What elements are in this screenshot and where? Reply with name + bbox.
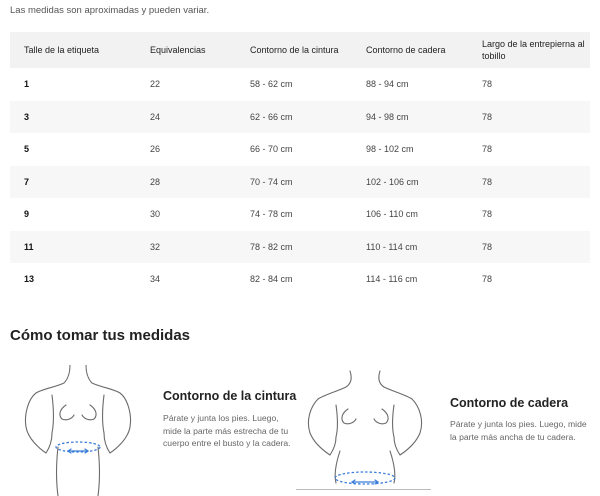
table-row <box>10 166 590 199</box>
table-row <box>10 68 590 101</box>
cell-equivalence: 30 <box>150 209 161 220</box>
hip-figure-illustration <box>300 365 435 496</box>
cell-equivalence: 22 <box>150 79 161 90</box>
cell-hip: 98 - 102 cm <box>366 144 414 155</box>
header-waist: Contorno de la cintura <box>250 32 366 68</box>
cell-size: 11 <box>24 241 34 252</box>
cell-size: 1 <box>24 79 30 90</box>
cell-equivalence: 34 <box>150 274 161 285</box>
cell-hip: 114 - 116 cm <box>366 274 418 285</box>
cell-inseam: 78 <box>482 176 493 187</box>
cell-size: 7 <box>24 176 30 187</box>
table-row <box>10 133 590 166</box>
header-hip: Contorno de cadera <box>366 32 482 68</box>
table-header-row <box>10 32 590 68</box>
header-label-size: Talle de la etiqueta <box>10 32 150 68</box>
table-row <box>10 198 590 231</box>
waist-instructions: Párate y junta los pies. Luego, mide la parte más estrecha de tu cuerpo entre el busto y la cadera. <box>163 413 291 448</box>
table-row <box>10 263 590 296</box>
size-chart-table <box>10 32 590 296</box>
header-equivalences: Equivalencias <box>150 32 250 68</box>
cell-equivalence: 26 <box>150 144 161 155</box>
cell-hip: 106 - 110 cm <box>366 209 418 220</box>
disclaimer-note: Las medidas son aproximadas y pueden variar. <box>10 5 210 16</box>
cell-inseam: 78 <box>482 144 493 155</box>
table-row <box>10 231 590 264</box>
cell-inseam: 78 <box>482 79 493 90</box>
cell-inseam: 78 <box>482 111 493 122</box>
cell-hip: 102 - 106 cm <box>366 176 419 187</box>
hip-title: Contorno de cadera <box>450 396 569 410</box>
cell-hip: 88 - 94 cm <box>366 79 409 90</box>
table-row <box>10 101 590 134</box>
cell-equivalence: 32 <box>150 241 161 252</box>
hip-instructions: Párate y junta los pies. Luego, mide la parte más ancha de tu cadera. <box>450 419 587 442</box>
how-to-measure-title: Cómo tomar tus medidas <box>10 327 191 344</box>
cell-waist: 70 - 74 cm <box>250 176 293 187</box>
cell-waist: 62 - 66 cm <box>250 111 293 122</box>
waist-title: Contorno de la cintura <box>163 389 297 403</box>
header-inseam: Largo de la entrepierna al tobillo <box>482 32 590 68</box>
cell-waist: 82 - 84 cm <box>250 274 293 285</box>
cell-inseam: 78 <box>482 274 493 285</box>
cell-inseam: 78 <box>482 241 493 252</box>
cell-equivalence: 28 <box>150 176 161 187</box>
cell-waist: 58 - 62 cm <box>250 79 293 90</box>
cell-size: 5 <box>24 144 30 155</box>
waist-figure-illustration <box>22 365 137 496</box>
cell-equivalence: 24 <box>150 111 161 122</box>
cell-size: 13 <box>24 274 35 285</box>
cell-waist: 78 - 82 cm <box>250 241 293 252</box>
cell-size: 3 <box>24 111 30 122</box>
cell-hip: 110 - 114 cm <box>366 241 418 252</box>
cell-hip: 94 - 98 cm <box>366 111 409 122</box>
cell-waist: 74 - 78 cm <box>250 209 293 220</box>
cell-size: 9 <box>24 209 30 220</box>
cell-waist: 66 - 70 cm <box>250 144 293 155</box>
figure-baseline <box>296 489 431 490</box>
cell-inseam: 78 <box>482 209 493 220</box>
